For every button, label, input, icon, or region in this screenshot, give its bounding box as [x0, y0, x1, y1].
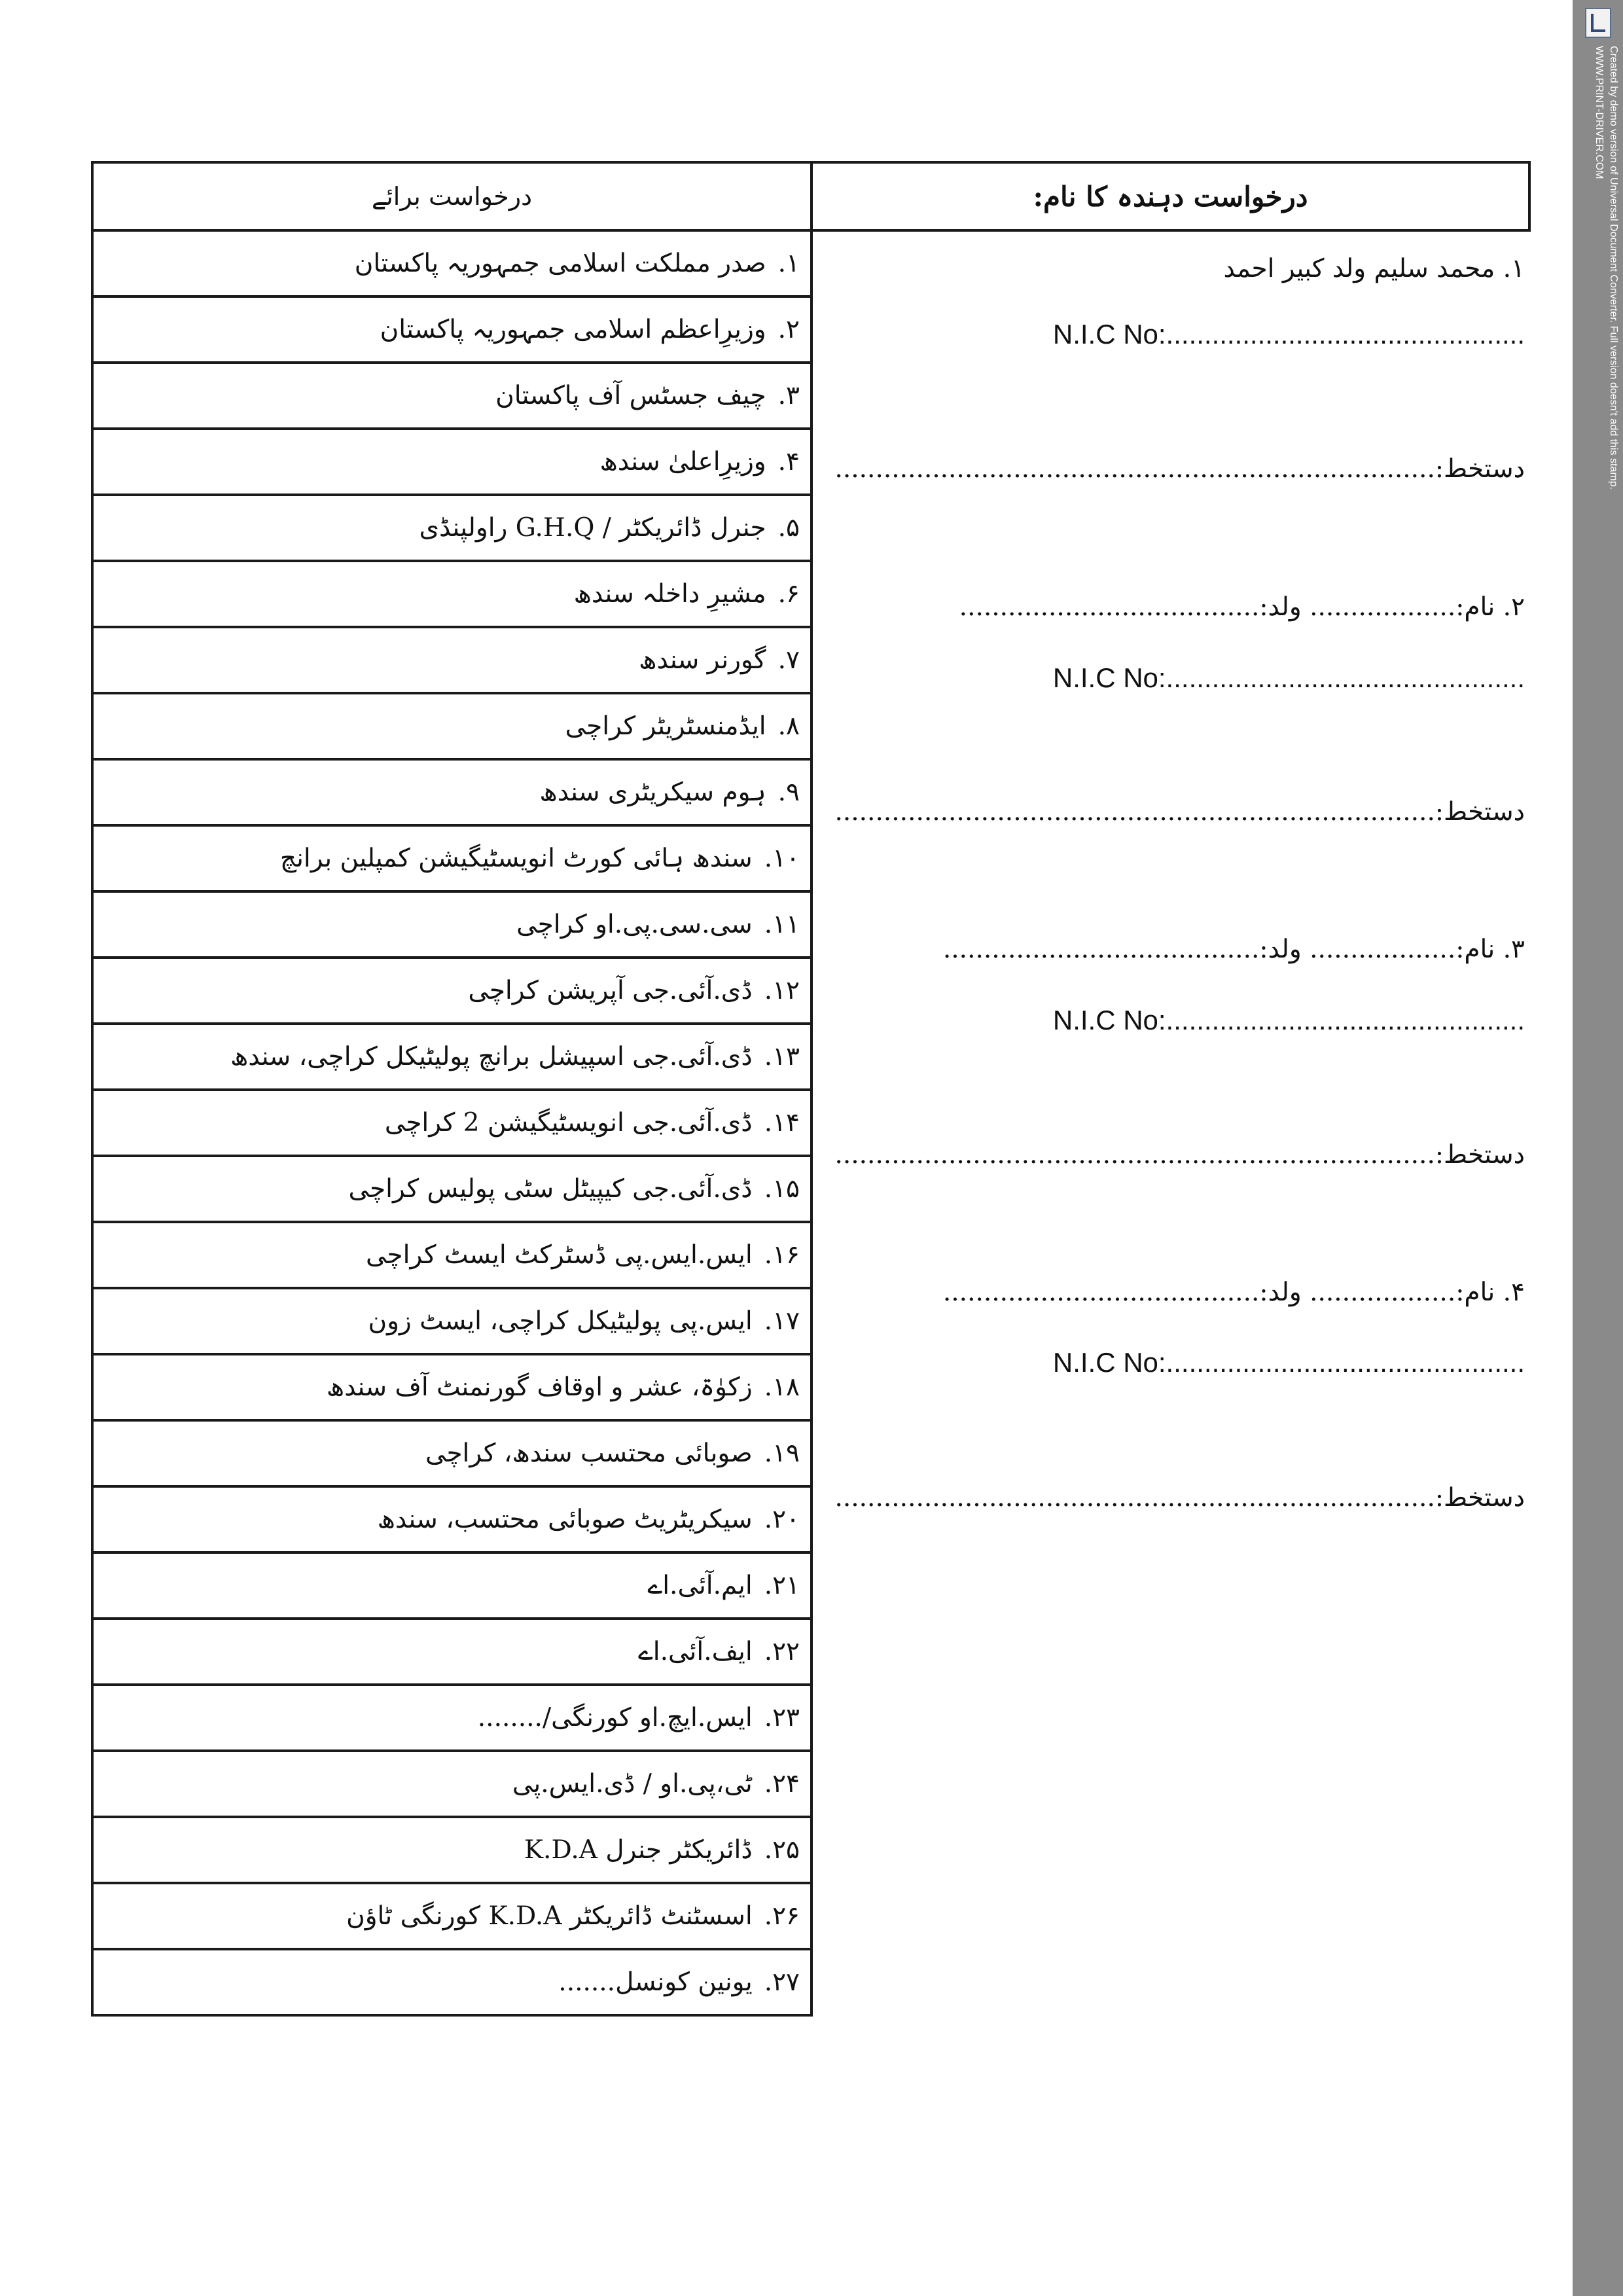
- recipient-label: ایس.ایچ.او کورنگی/........: [477, 1703, 753, 1732]
- recipient-item: [92, 1552, 812, 1619]
- recipient-number: ۲۳.: [764, 1703, 800, 1732]
- recipient-label: ٹی،پی.او / ڈی.ایس.پی: [512, 1769, 753, 1799]
- recipient-label: ایڈمنسٹریٹر کراچی: [565, 711, 766, 741]
- recipient-number: ۲۱.: [764, 1571, 800, 1600]
- recipient-number: ۱.: [777, 249, 800, 278]
- applicant-1-name: ۱. محمد سلیم ولد کبیر احمد: [1223, 254, 1525, 283]
- recipient-item: [92, 958, 812, 1024]
- recipient-label: ڈی.آئی.جی اسپیشل برانچ پولیٹیکل کراچی، سندھ: [230, 1042, 753, 1071]
- recipient-item: [92, 1288, 812, 1354]
- recipient-label: اسسٹنٹ ڈائریکٹر K.D.A کورنگی ٹاؤن: [346, 1901, 753, 1931]
- recipient-number: ۶.: [777, 579, 800, 609]
- header-applicant-name: درخواست دہندہ کا نام:: [812, 162, 1529, 230]
- applicant-3-signature: دستخط:..........................................................................: [834, 1140, 1525, 1170]
- recipient-item: [92, 1817, 812, 1883]
- table-header-row: [92, 162, 1529, 230]
- recipient-item: [92, 1024, 812, 1090]
- recipient-label: ایس.ایس.پی ڈسٹرکٹ ایسٹ کراچی: [366, 1240, 753, 1270]
- applicant-2-name: ۲. نام:.................. ولد:.....................................: [959, 592, 1525, 622]
- recipient-number: ۲۴.: [764, 1769, 800, 1799]
- recipient-label: یونین کونسل.......: [558, 1967, 753, 1997]
- applicant-2-signature: دستخط:..........................................................................: [834, 797, 1525, 827]
- recipient-label: زکوٰۃ، عشر و اوقاف گورنمنٹ آف سندھ: [326, 1372, 753, 1402]
- recipient-item: [92, 1619, 812, 1685]
- application-table: [91, 161, 1531, 2017]
- recipient-number: ۲۲.: [764, 1637, 800, 1666]
- recipient-item: [92, 693, 812, 759]
- stamp-line-2: WWW.PRINT-DRIVER.COM: [1594, 46, 1605, 179]
- recipient-label: ہوم سیکریٹری سندھ: [539, 778, 766, 807]
- recipient-item: [92, 1685, 812, 1751]
- recipient-number: ۴.: [777, 447, 800, 476]
- recipient-label: مشیرِ داخلہ سندھ: [573, 579, 766, 609]
- recipient-label: ڈی.آئی.جی انویسٹیگیشن 2 کراچی: [384, 1108, 753, 1138]
- applicant-4-name: ۴. نام:.................. ولد:.......................................: [942, 1278, 1525, 1307]
- applicant-1-signature: دستخط:..........................................................................: [834, 454, 1525, 484]
- applicant-4-nic: N.I.C No:...............................................: [1052, 1347, 1525, 1378]
- applicant-3-name: ۳. نام:.................. ولد:.......................................: [942, 935, 1525, 964]
- recipient-label: وزیرِاعلیٰ سندھ: [599, 447, 766, 476]
- recipient-label: سی.سی.پی.او کراچی: [516, 910, 753, 939]
- recipient-number: ۲۵.: [764, 1835, 800, 1865]
- recipient-item: [92, 363, 812, 429]
- recipient-number: ۵.: [777, 513, 800, 543]
- applicant-3-nic: N.I.C No:...............................................: [1052, 1005, 1525, 1035]
- recipient-label: ایم.آئی.اے: [647, 1571, 753, 1600]
- recipient-label: سیکریٹریٹ صوبائی محتسب، سندھ: [377, 1505, 753, 1534]
- recipient-item: [92, 1883, 812, 1949]
- recipient-number: ۱۷.: [764, 1306, 800, 1336]
- recipient-item: [92, 1156, 812, 1222]
- recipient-number: ۱۱.: [764, 910, 800, 939]
- applicant-1-nic: N.I.C No:...............................................: [1052, 319, 1525, 350]
- recipient-number: ۹.: [777, 778, 800, 807]
- recipient-number: ۲۶.: [764, 1901, 800, 1931]
- recipient-item: [92, 1354, 812, 1420]
- recipient-number: ۱۶.: [764, 1240, 800, 1270]
- recipient-number: ۲.: [777, 315, 800, 344]
- recipient-item: [92, 891, 812, 958]
- recipient-number: ۱۵.: [764, 1174, 800, 1204]
- recipient-label: ڈی.آئی.جی کیپیٹل سٹی پولیس کراچی: [348, 1174, 753, 1204]
- recipient-item: [92, 429, 812, 495]
- recipient-label: ڈی.آئی.جی آپریشن کراچی: [468, 976, 753, 1005]
- header-requested-to: درخواست برائے: [92, 162, 812, 230]
- recipient-label: ایف.آئی.اے: [637, 1637, 753, 1666]
- stamp-line-1: Created by demo version of Universal Document Converter. Full version doesn't add this stamp.: [1608, 46, 1619, 490]
- recipient-item: [92, 1222, 812, 1288]
- recipient-label: سندھ ہائی کورٹ انویسٹیگیشن کمپلین برانچ: [279, 844, 753, 873]
- converter-stamp-text: [1592, 46, 1620, 490]
- recipient-label: گورنر سندھ: [639, 645, 766, 675]
- converter-logo-icon: [1585, 8, 1611, 38]
- recipient-number: ۱۲.: [764, 976, 800, 1005]
- recipient-item: [92, 759, 812, 825]
- recipient-number: ۱۹.: [764, 1439, 800, 1468]
- recipient-label: ڈائریکٹر جنرل K.D.A: [524, 1835, 753, 1865]
- recipient-number: ۱۳.: [764, 1042, 800, 1071]
- applicant-2-nic: N.I.C No:...............................................: [1052, 662, 1525, 693]
- recipient-item: [92, 1949, 812, 2015]
- recipient-number: ۷.: [777, 645, 800, 675]
- recipient-number: ۳.: [777, 381, 800, 410]
- recipient-number: ۲۷.: [764, 1967, 800, 1997]
- recipient-item: [92, 627, 812, 693]
- applicant-panel: [812, 230, 1529, 2015]
- recipient-item: [92, 230, 812, 296]
- recipient-item: [92, 561, 812, 627]
- applicant-4-signature: دستخط:..........................................................................: [834, 1483, 1525, 1513]
- recipient-item: [92, 1751, 812, 1817]
- recipient-number: ۸.: [777, 711, 800, 741]
- recipient-number: ۱۰.: [764, 844, 800, 873]
- recipient-item: [92, 495, 812, 561]
- recipient-label: صوبائی محتسب سندھ، کراچی: [425, 1439, 753, 1468]
- recipient-number: ۲۰.: [764, 1505, 800, 1534]
- recipient-item: [92, 825, 812, 891]
- recipient-number: ۱۴.: [764, 1108, 800, 1138]
- recipient-label: ایس.پی پولیٹیکل کراچی، ایسٹ زون: [368, 1306, 753, 1336]
- recipient-label: جنرل ڈائریکٹر / G.H.Q راولپنڈی: [419, 513, 766, 543]
- recipient-item: [92, 1420, 812, 1486]
- recipient-item: [92, 1486, 812, 1552]
- recipient-item: [92, 296, 812, 363]
- recipient-item: [92, 1090, 812, 1156]
- recipient-number: ۱۸.: [764, 1372, 800, 1402]
- recipient-label: چیف جسٹس آف پاکستان: [495, 381, 766, 410]
- recipient-label: صدر مملکت اسلامی جمہوریہ پاکستان: [354, 249, 766, 278]
- recipient-label: وزیرِاعظم اسلامی جمہوریہ پاکستان: [380, 315, 766, 344]
